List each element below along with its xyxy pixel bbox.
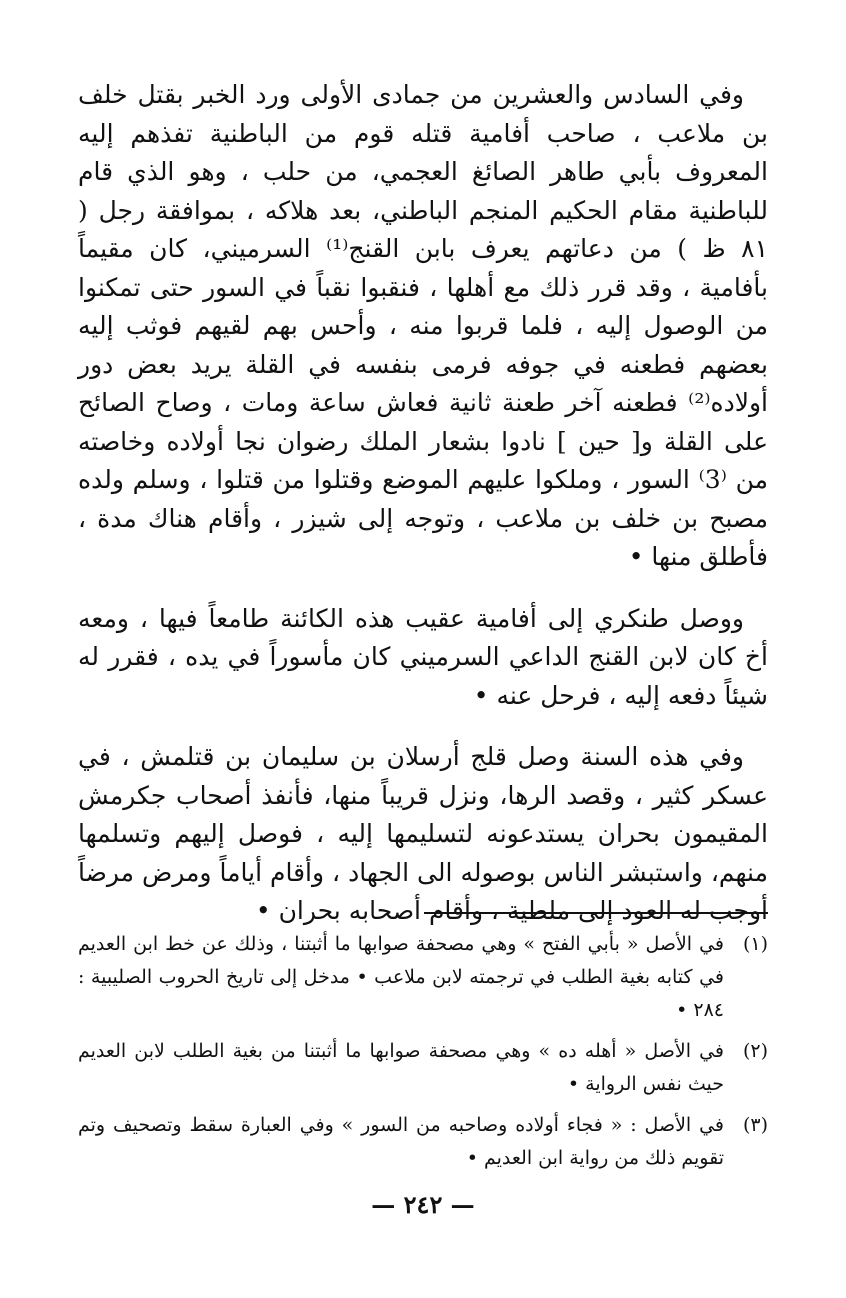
footnote-1: [78, 928, 768, 1027]
page-number: — ٢٤٢ —: [371, 1190, 475, 1219]
footnote-text: في الأصل : « فجاء أولاده وصاحبه من السور » وفي العبارة سقط وتصحيف وتم تقويم ذلك من رواية ابن العديم •: [78, 1114, 724, 1169]
footnote-number: (٣): [742, 1114, 768, 1136]
paragraph-3: وفي هذه السنة وصل قلج أرسلان بن سليمان بن قتلمش ، في عسكر كثير ، وقصد الرها، ونزل قريباً منها، فأنفذ أصحاب جكرمش المقيمون بحران يستدعونه لتسليمها إليه ، فوصل إليهم وتسلمها منهم، واستبشر الناس بوصوله الى الجهاد ، وأقام أياماً ومرض مرضاً أوجب له العود إلى ملطية ، وأقام أصحابه بحران •: [78, 742, 768, 925]
main-text: [78, 76, 768, 954]
footnote-text: في الأصل « أهله ده » وهي مصحفة صوابها ما أثبتنا من بغية الطلب لابن العديم حيث نفس الرواية •: [78, 1040, 724, 1095]
footnotes: [78, 928, 768, 1183]
footnote-number: (٢): [742, 1040, 768, 1062]
footnote-separator: [424, 912, 768, 914]
footnote-3: [78, 1109, 768, 1175]
paragraph-1: وفي السادس والعشرين من جمادى الأولى ورد الخبر بقتل خلف بن ملاعب ، صاحب أفامية قتله قوم من الباطنية تفذهم إليه المعروف بأبي طاهر الصائغ العجمي، من حلب ، وهو الذي قام للباطنية مقام الحكيم المنجم الباطني، بعد هلاكه ، بموافقة رجل ( ٨١ ظ ) من دعاتهم يعرف بابن القنج⁽¹⁾ السرميني، كان مقيماً بأفامية ، وقد قرر ذلك مع أهلها ، فنقبوا نقباً في السور حتى تمكنوا من الوصول إليه ، فلما قربوا منه ، وأحس بهم لقيهم فوثب إليه بعضهم فطعنه في جوفه فرمى بنفسه في القلة يريد بعض دور أولاده⁽²⁾ فطعنه آخر طعنة ثانية فعاش ساعة ومات ، وصاح الصائح على القلة و[ حين ] نادوا بشعار الملك رضوان نجا أولاده وخاصته من ⁽3⁾ السور ، وملكوا عليهم الموضع وقتلوا من قتلوا ، وسلم ولده مصبح بن خلف بن ملاعب ، وتوجه إلى شيزر ، وأقام هناك مدة ، فأطلق منها •: [78, 80, 769, 571]
paragraph-2: ووصل طنكري إلى أفامية عقيب هذه الكائنة طامعاً فيها ، ومعه أخ كان لابن القنج الداعي السرميني كان مأسوراً في يده ، فقرر له شيئاً دفعه إليه ، فرحل عنه •: [78, 603, 768, 710]
footnote-text: في الأصل « بأبي الفتح » وهي مصحفة صوابها ما أثبتنا ، وذلك عن خط ابن العديم في كتابه بغية الطلب في ترجمته لابن ملاعب • مدخل إلى تاريخ الحروب الصليبية : ٢٨٤ •: [78, 933, 724, 1021]
footnote-2: [78, 1035, 768, 1101]
footnote-number: (١): [742, 933, 768, 955]
